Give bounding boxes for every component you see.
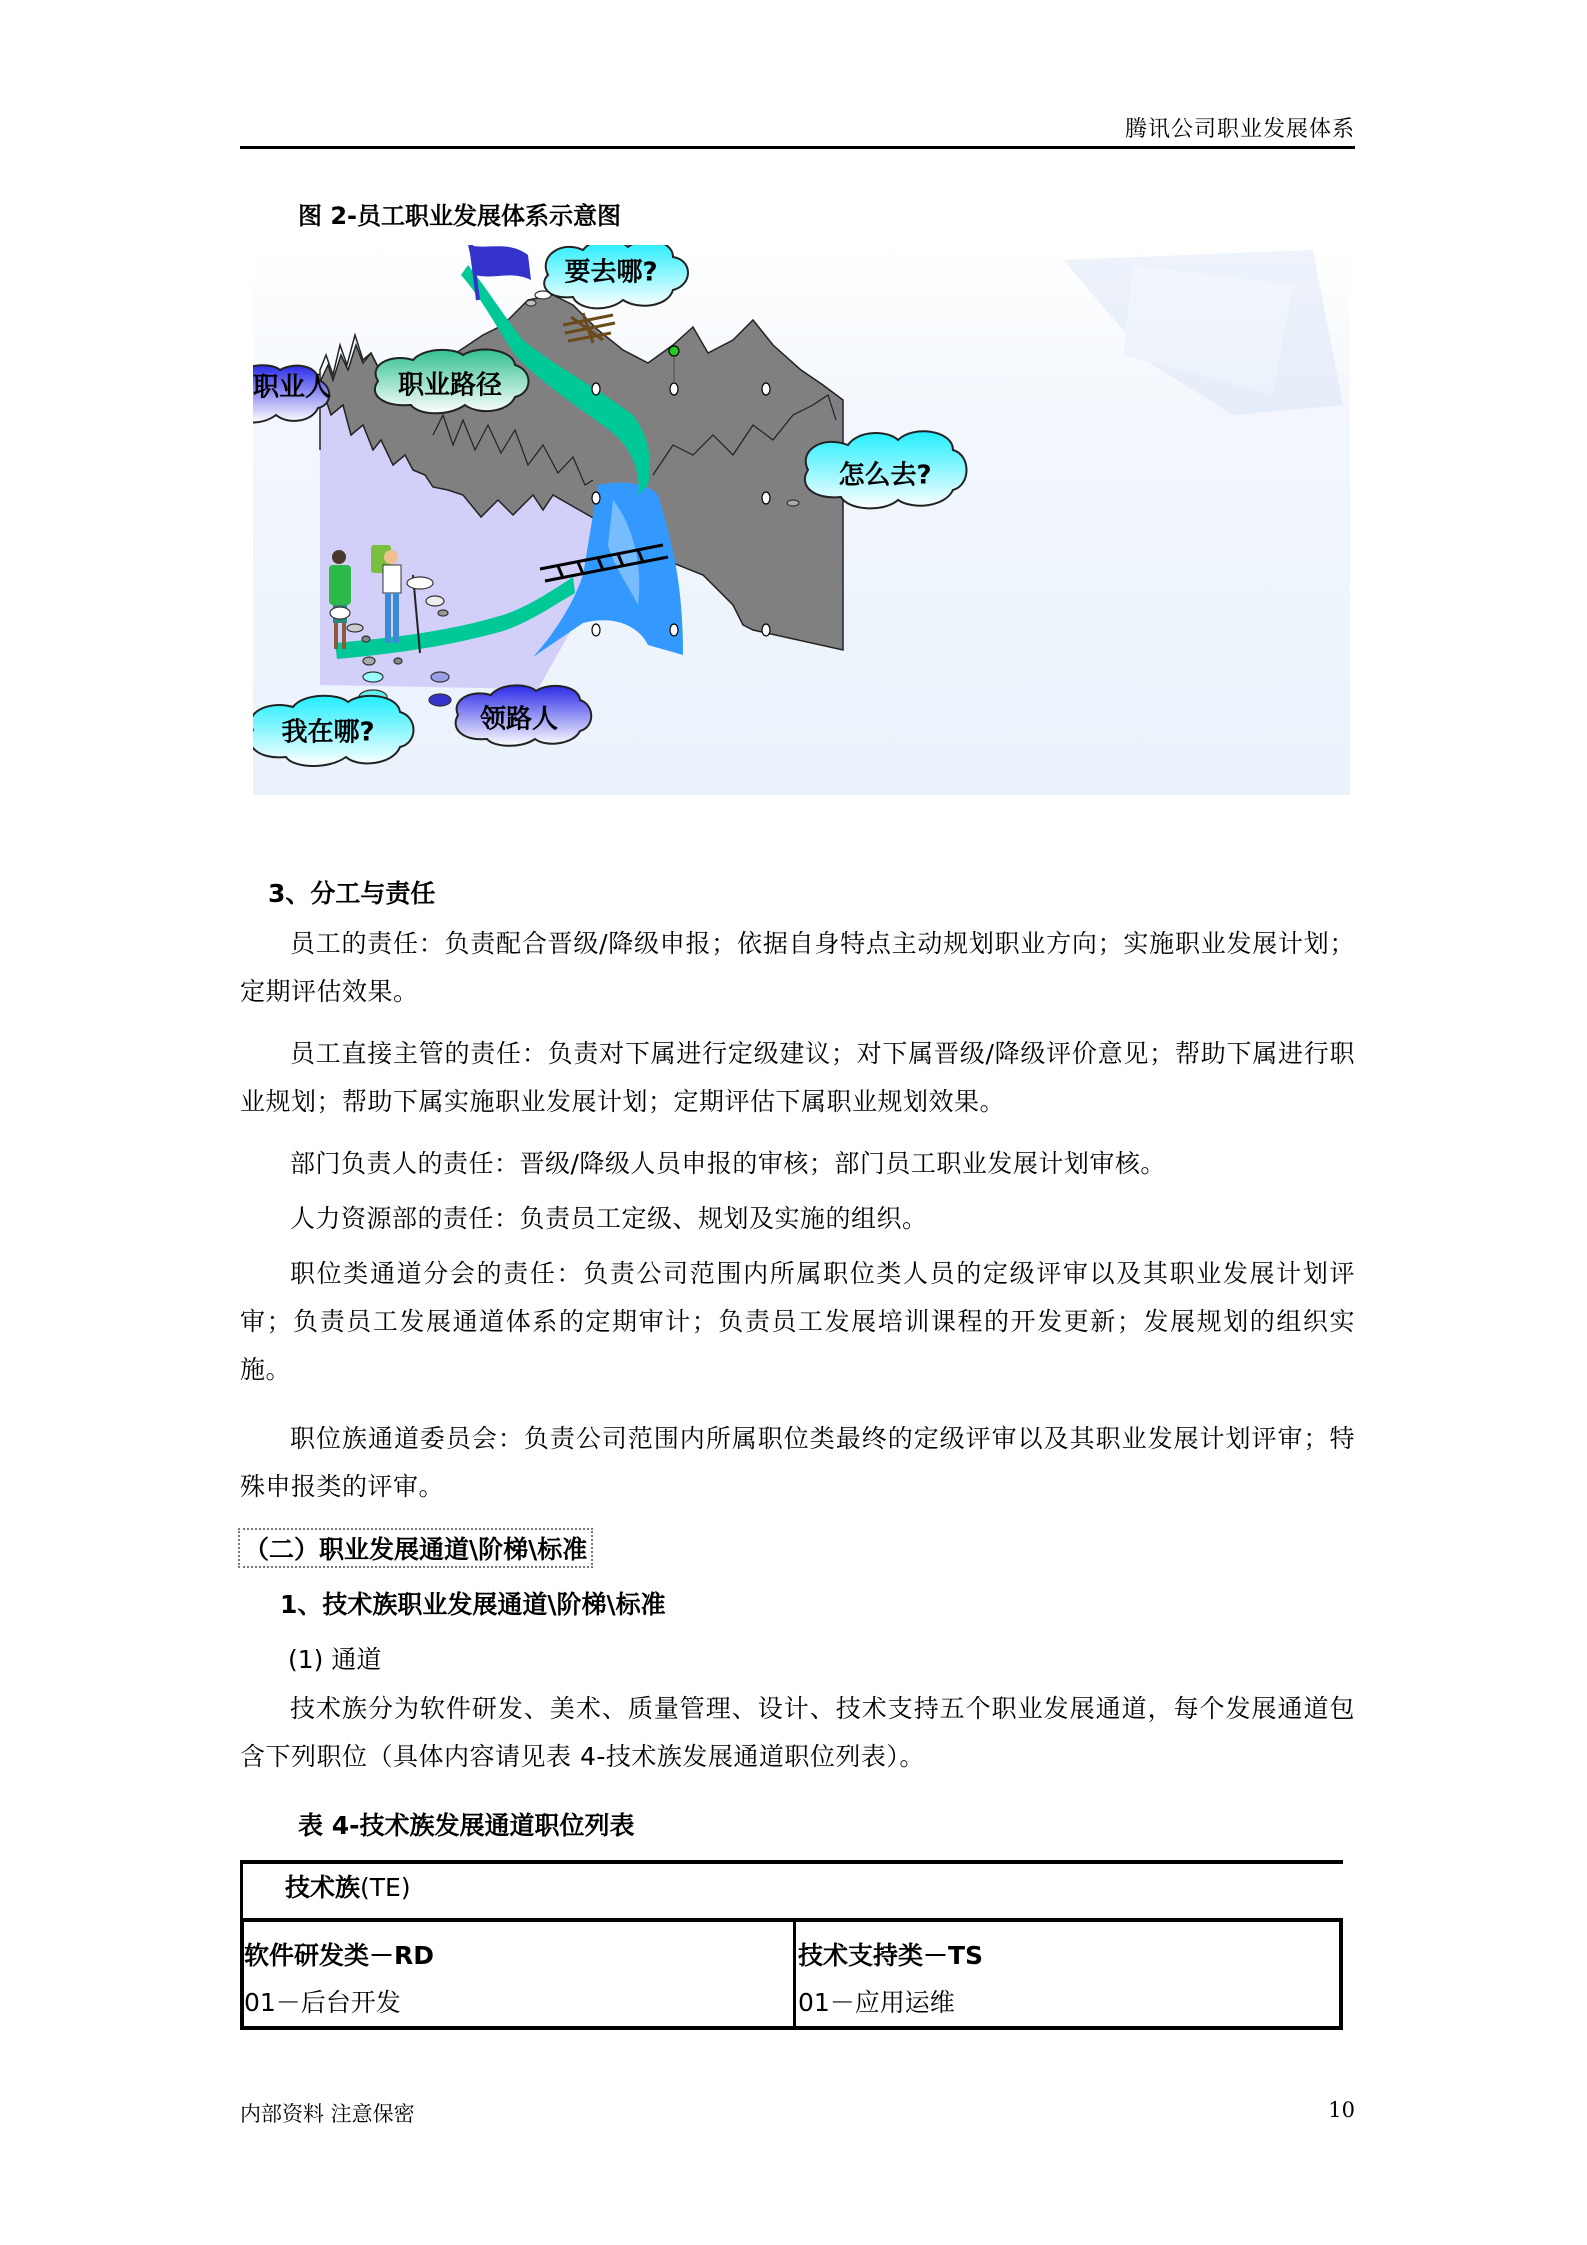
section-heading-career-channels: （二）职业发展通道\阶梯\标准 (240, 1530, 591, 1566)
header-rule (240, 146, 1355, 149)
background-shapes (1063, 250, 1343, 415)
career-development-diagram (253, 245, 1350, 795)
paragraph-dept-head-responsibility: 部门负责人的责任：晋级/降级人员申报的审核；部门员工职业发展计划审核。 (290, 1149, 1166, 1178)
cloud-label-where-am-i: 我在哪? (281, 717, 375, 748)
paragraph-manager-responsibility: 员工直接主管的责任：负责对下属进行定级建议；对下属晋级/降级评价意见；帮助下属进行职业规划；帮助下属实施职业发展计划；定期评估下属职业规划效果。 (240, 1039, 1355, 1116)
paragraph-tech-family-intro: 技术族分为软件研发、美术、质量管理、设计、技术支持五个职业发展通道，每个发展通道包含下列职位（具体内容请见表 4-技术族发展通道职位列表）。 (240, 1694, 1355, 1771)
running-header-title: 腾讯公司职业发展体系 (1124, 117, 1355, 142)
table-item-ts-ops: 01－应用运维 (798, 1988, 955, 2017)
table-left-border (240, 1860, 243, 1920)
cloud-label-career-person: 职业人 (253, 372, 332, 403)
subheading-tech-family-channels: 1、技术族职业发展通道\阶梯\标准 (280, 1590, 666, 1619)
table-item-rd-backend: 01－后台开发 (244, 1988, 401, 2017)
footer-confidential-note: 内部资料 注意保密 (240, 2102, 415, 2126)
table-caption: 表 4-技术族发展通道职位列表 (298, 1811, 635, 1840)
section-heading-responsibilities: 3、分工与责任 (268, 879, 436, 908)
subheading-channels: (1) 通道 (288, 1645, 382, 1674)
cloud-label-where-to-go: 要去哪? (564, 257, 658, 288)
table-channels-row (240, 1918, 1343, 2030)
page-number: 10 (1328, 2098, 1355, 2122)
table-family-label (285, 1868, 411, 1904)
table-family-name: 技术族 (285, 1873, 361, 1902)
paragraph-subcommittee-responsibility: 职位类通道分会的责任：负责公司范围内所属职位类人员的定级评审以及其职业发展计划评审；负责员工发展通道体系的定期审计；负责员工发展培训课程的开发更新；发展规划的组织实施。 (240, 1259, 1355, 1384)
cloud-label-how-to-go: 怎么去? (838, 460, 932, 491)
table-header-ts: 技术支持类－TS (798, 1941, 984, 1970)
paragraph-hr-responsibility: 人力资源部的责任：负责员工定级、规划及实施的组织。 (290, 1204, 928, 1233)
table-column-divider (793, 1918, 796, 2030)
table-header-rd: 软件研发类－RD (244, 1941, 435, 1970)
figure-caption: 图 2-员工职业发展体系示意图 (298, 202, 622, 230)
paragraph-committee-responsibility: 职位族通道委员会：负责公司范围内所属职位类最终的定级评审以及其职业发展计划评审；特殊申报类的评审。 (240, 1424, 1355, 1501)
summit-flag (468, 245, 531, 300)
table-family-code: (TE) (360, 1873, 411, 1902)
cloud-label-guide: 领路人 (479, 704, 559, 735)
cloud-label-career-path: 职业路径 (397, 370, 503, 401)
paragraph-employee-responsibility: 员工的责任：负责配合晋级/降级申报；依据自身特点主动规划职业方向；实施职业发展计划；定期评估效果。 (240, 929, 1355, 1006)
table-top-border (240, 1860, 1343, 1864)
diagram-illustration (253, 245, 1350, 795)
